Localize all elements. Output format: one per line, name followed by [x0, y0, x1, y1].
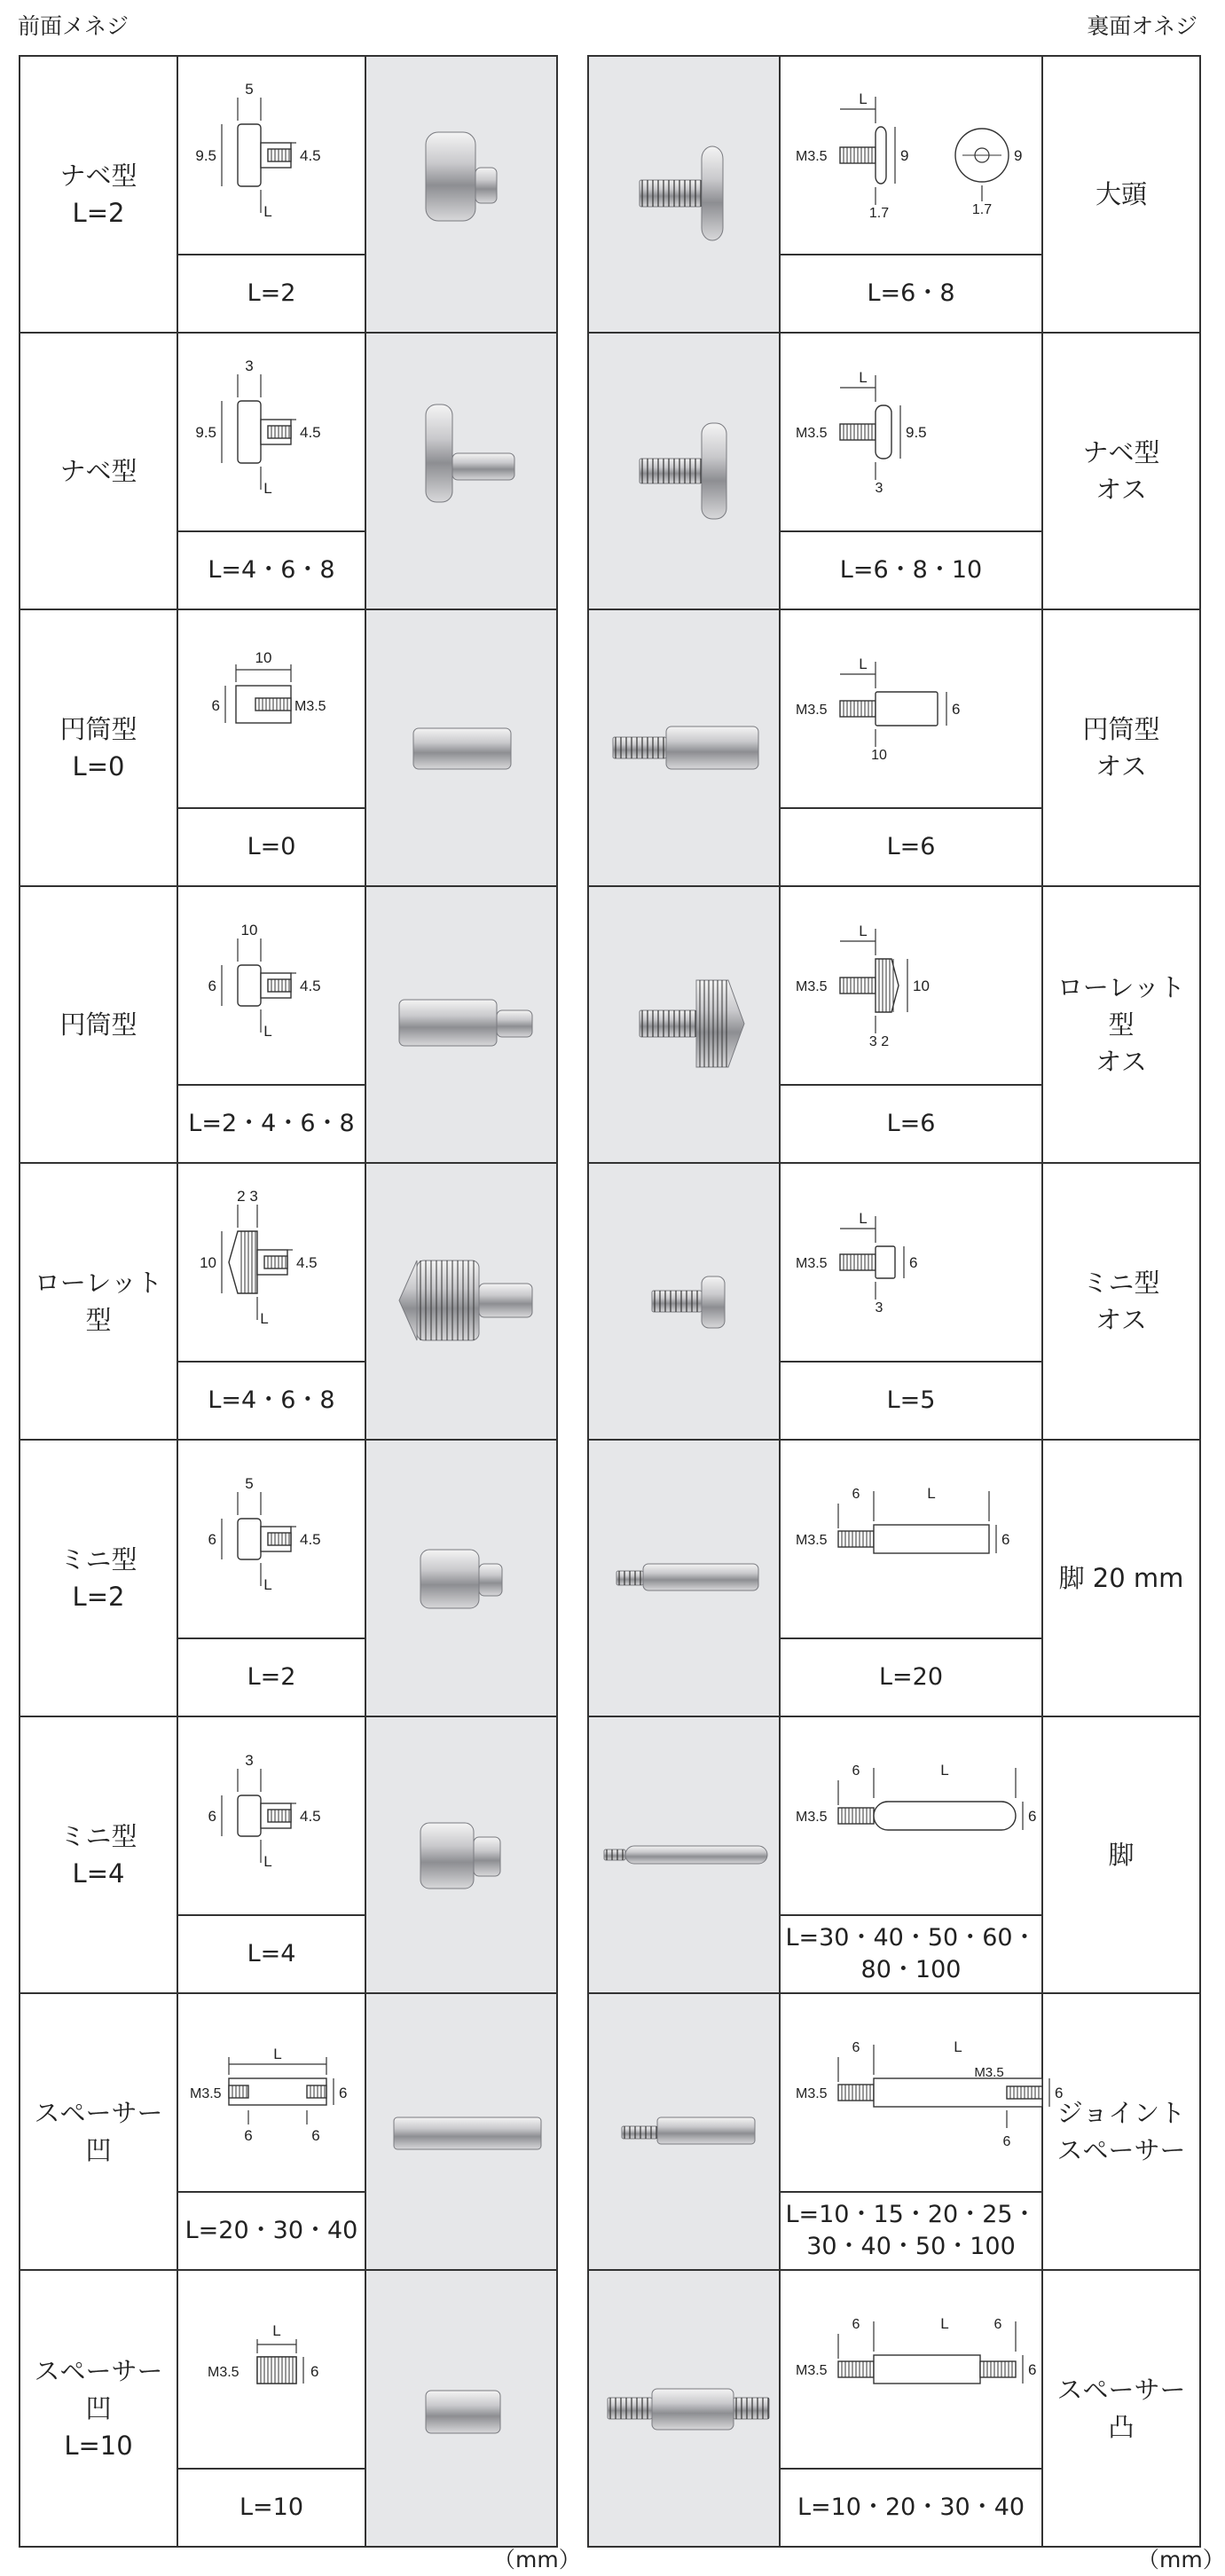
photo-cell: [588, 1163, 780, 1440]
dimension-cell: [177, 1716, 365, 1915]
dimension-drawing: [787, 1182, 1035, 1342]
dimension-label: 6: [339, 2085, 348, 2101]
dimension-drawing: [787, 629, 1035, 789]
screw-type-name: ナベ型: [20, 333, 177, 609]
photo-cell: [365, 1716, 557, 1993]
dimension-label: L: [859, 923, 868, 939]
dimension-label: 2 3: [237, 1188, 258, 1205]
dimension-label: 3: [245, 357, 254, 374]
product-photo: [595, 641, 773, 854]
dimension-label: L: [859, 1210, 868, 1227]
product-photo: [373, 918, 550, 1131]
dimension-label: 6: [244, 2127, 253, 2144]
dimension-label: L: [927, 1485, 936, 1502]
screw-type-name: 脚 20 mm: [1042, 1440, 1200, 1716]
dimension-label: L: [263, 480, 272, 497]
table-row: [588, 1993, 1200, 2192]
length-cell: L=10: [177, 2469, 365, 2547]
dimension-label: 1.7: [971, 202, 993, 217]
photo-cell: [365, 609, 557, 886]
photo-cell: [588, 609, 780, 886]
dimension-cell: [780, 1163, 1042, 1362]
dimension-label: M3.5: [796, 1810, 828, 1825]
dimension-drawing: [787, 75, 1035, 235]
photo-cell: [588, 56, 780, 333]
screw-type-name: スペーサー 凹: [20, 1993, 177, 2270]
dimension-label: 9.5: [195, 424, 216, 441]
table-row: [20, 1716, 557, 1915]
dimension-drawing: [183, 1182, 360, 1342]
dimension-drawing: [183, 1459, 360, 1619]
dimension-label: 6: [852, 2040, 860, 2055]
product-photo: [373, 1195, 550, 1408]
dimension-label: 10: [255, 649, 272, 666]
dimension-cell: [780, 2270, 1042, 2469]
dimension-label: M3.5: [974, 2065, 1004, 2080]
photo-cell: [588, 333, 780, 609]
dimension-label: L: [263, 1576, 272, 1593]
dimension-drawing: [183, 1736, 360, 1896]
dimension-label: 10: [200, 1254, 216, 1271]
length-cell: L=10・15・20・25・ 30・40・50・100: [780, 2192, 1042, 2270]
dimension-label: 6: [952, 701, 961, 718]
dimension-label: L: [859, 90, 868, 107]
screw-type-name: ローレット 型 オス: [1042, 886, 1200, 1163]
dimension-label: 9: [900, 147, 909, 164]
length-cell: L=4・6・8: [177, 531, 365, 609]
screw-type-name: ミニ型 L=2: [20, 1440, 177, 1716]
dimension-label: 4.5: [300, 147, 321, 164]
dimension-label: M3.5: [190, 2086, 222, 2101]
screw-type-name: ナベ型 オス: [1042, 333, 1200, 609]
length-cell: L=10・20・30・40: [780, 2469, 1042, 2547]
dimension-drawing: [183, 629, 360, 789]
photo-cell: [365, 1163, 557, 1440]
dimension-cell: [780, 1716, 1042, 1915]
length-cell: L=4: [177, 1915, 365, 1993]
dimension-label: 6: [993, 2317, 1002, 2332]
dimension-label: 1.7: [868, 206, 890, 221]
dimension-label: 9.5: [195, 147, 216, 164]
photo-cell: [588, 1716, 780, 1993]
dimension-cell: [177, 2270, 365, 2469]
dimension-label: L: [272, 2322, 281, 2339]
dimension-label: 6: [1028, 2361, 1037, 2378]
dimension-label: L: [263, 1023, 272, 1040]
dimension-label: 6: [208, 1808, 216, 1825]
length-cell: L=20: [780, 1638, 1042, 1716]
dimension-label: M3.5: [796, 149, 828, 164]
table-row: [20, 1993, 557, 2192]
dimension-drawing: [787, 352, 1035, 512]
dimension-label: M3.5: [796, 426, 828, 441]
photo-cell: [365, 1993, 557, 2270]
product-photo: [595, 1195, 773, 1408]
unit-label-right: （mm）: [1137, 2547, 1225, 2572]
photo-cell: [588, 886, 780, 1163]
dimension-label: 6: [909, 1254, 918, 1271]
screw-type-name: 円筒型: [20, 886, 177, 1163]
photo-cell: [588, 2270, 780, 2547]
dimension-label: 10: [871, 748, 887, 763]
product-photo: [595, 2302, 773, 2515]
dimension-label: 6: [310, 2363, 319, 2380]
dimension-label: 4.5: [296, 1254, 318, 1271]
dimension-cell: [177, 1993, 365, 2192]
back-male-thread-heading: 裏面オネジ: [1087, 13, 1198, 39]
dimension-cell: [780, 1993, 1064, 2192]
dimension-label: M3.5: [294, 699, 326, 714]
dimension-label: 6: [208, 978, 216, 994]
dimension-cell: [780, 609, 1042, 808]
dimension-cell: [780, 333, 1042, 531]
table-row: [20, 609, 557, 808]
product-photo: [373, 365, 550, 577]
dimension-label: 9.5: [906, 424, 927, 441]
length-cell: L=0: [177, 808, 365, 886]
dimension-drawing: [787, 2289, 1035, 2449]
dimension-label: 6: [1001, 1531, 1010, 1548]
front-screw-table: [19, 55, 558, 2548]
screw-type-name: 円筒型 L=0: [20, 609, 177, 886]
dimension-drawing: [183, 906, 360, 1065]
table-row: [588, 1440, 1200, 1638]
dimension-drawing: [787, 906, 1035, 1065]
dimension-label: 4.5: [300, 424, 321, 441]
length-cell: L=6・8・10: [780, 531, 1042, 609]
dimension-drawing: [787, 1736, 1035, 1896]
dimension-label: 6: [208, 1531, 216, 1548]
dimension-label: L: [954, 2038, 962, 2055]
dimension-label: M3.5: [208, 2365, 240, 2380]
dimension-label: M3.5: [796, 1533, 828, 1548]
dimension-label: 6: [852, 1487, 860, 1502]
dimension-label: 5: [245, 1475, 254, 1492]
dimension-label: L: [263, 203, 272, 220]
dimension-label: 6: [1002, 2134, 1011, 2149]
dimension-label: 5: [245, 81, 254, 98]
dimension-label: L: [263, 1853, 272, 1870]
dimension-cell: [177, 886, 365, 1085]
length-cell: L=5: [780, 1362, 1042, 1440]
length-cell: L=6・8: [780, 255, 1042, 333]
photo-cell: [588, 1440, 780, 1716]
product-photo: [595, 88, 773, 301]
dimension-label: M3.5: [796, 2363, 828, 2378]
dimension-label: M3.5: [796, 1256, 828, 1271]
table-row: [588, 1716, 1200, 1915]
dimension-cell: [177, 1163, 365, 1362]
screw-type-name: スペーサー 凸: [1042, 2270, 1200, 2547]
photo-cell: [365, 1440, 557, 1716]
dimension-cell: [177, 333, 365, 531]
photo-cell: [365, 56, 557, 333]
product-photo: [373, 1472, 550, 1685]
dimension-drawing: [787, 2013, 1064, 2172]
dimension-label: 10: [240, 922, 258, 939]
photo-cell: [365, 2270, 557, 2547]
dimension-label: 4.5: [300, 1808, 321, 1825]
table-row: [20, 56, 557, 255]
table-row: [20, 1163, 557, 1362]
length-cell: L=20・30・40: [177, 2192, 365, 2270]
table-row: [20, 333, 557, 531]
dimension-label: L: [940, 2315, 949, 2332]
table-row: [20, 2270, 557, 2469]
dimension-label: L: [859, 369, 868, 386]
dimension-cell: [177, 56, 365, 255]
photo-cell: [365, 886, 557, 1163]
dimension-drawing: [183, 2013, 360, 2172]
dimension-label: L: [260, 1310, 269, 1327]
dimension-label: 3 2: [868, 1034, 890, 1049]
dimension-drawing: [787, 1459, 1035, 1619]
product-photo: [595, 1472, 773, 1685]
unit-label-left: （mm）: [493, 2547, 581, 2572]
dimension-label: 6: [852, 2317, 860, 2332]
photo-cell: [365, 333, 557, 609]
product-photo: [373, 88, 550, 301]
dimension-label: 6: [852, 1763, 860, 1779]
dimension-label: 6: [1055, 2085, 1064, 2101]
length-cell: L=6: [780, 1085, 1042, 1163]
dimension-cell: [780, 886, 1042, 1085]
screw-type-name: 大頭: [1042, 56, 1200, 333]
screw-type-name: 脚: [1042, 1716, 1200, 1993]
screw-type-name: 円筒型 オス: [1042, 609, 1200, 886]
product-photo: [373, 641, 550, 854]
length-cell: L=4・6・8: [177, 1362, 365, 1440]
length-cell: L=2: [177, 1638, 365, 1716]
table-row: [588, 609, 1200, 808]
screw-type-name: ナベ型 L=2: [20, 56, 177, 333]
product-photo: [595, 2025, 773, 2238]
table-row: [588, 2270, 1200, 2469]
dimension-label: 9: [1014, 147, 1023, 164]
front-female-thread-heading: 前面メネジ: [18, 13, 130, 39]
screw-type-name: ローレット 型: [20, 1163, 177, 1440]
photo-cell: [588, 1993, 780, 2270]
dimension-cell: [177, 1440, 365, 1638]
product-photo: [373, 2302, 550, 2515]
dimension-label: 6: [1028, 1808, 1037, 1825]
table-row: [20, 1440, 557, 1638]
dimension-label: 4.5: [300, 978, 321, 994]
screw-type-name: ミニ型 L=4: [20, 1716, 177, 1993]
product-photo: [373, 2025, 550, 2238]
table-row: [20, 886, 557, 1085]
dimension-drawing: [183, 2289, 360, 2449]
dimension-cell: [780, 1440, 1042, 1638]
product-photo: [595, 365, 773, 577]
dimension-label: 6: [311, 2127, 320, 2144]
table-row: [588, 886, 1200, 1085]
product-photo: [373, 1748, 550, 1961]
table-row: [588, 56, 1200, 255]
screw-type-name: ジョイント スペーサー: [1042, 1993, 1200, 2270]
screw-type-name: ミニ型 オス: [1042, 1163, 1200, 1440]
dimension-label: 10: [913, 978, 930, 994]
dimension-label: M3.5: [796, 703, 828, 718]
dimension-label: 3: [245, 1752, 254, 1769]
length-cell: L=6: [780, 808, 1042, 886]
product-photo: [595, 1748, 773, 1961]
length-cell: L=2・4・6・8: [177, 1085, 365, 1163]
dimension-label: 3: [875, 481, 883, 496]
table-row: [588, 1163, 1200, 1362]
dimension-cell: [780, 56, 1042, 255]
dimension-label: M3.5: [796, 979, 828, 994]
dimension-label: L: [273, 2046, 282, 2062]
length-cell: L=2: [177, 255, 365, 333]
dimension-drawing: [183, 75, 360, 235]
table-row: [588, 333, 1200, 531]
dimension-label: 6: [211, 697, 220, 714]
dimension-label: L: [859, 656, 868, 672]
dimension-label: 3: [875, 1300, 883, 1315]
length-cell: L=30・40・50・60・ 80・100: [780, 1915, 1042, 1993]
dimension-label: L: [940, 1762, 949, 1779]
dimension-label: M3.5: [796, 2086, 828, 2101]
dimension-cell: [177, 609, 365, 808]
screw-type-name: スペーサー 凹 L=10: [20, 2270, 177, 2547]
product-photo: [595, 918, 773, 1131]
back-screw-table: [587, 55, 1201, 2548]
dimension-label: 4.5: [300, 1531, 321, 1548]
dimension-drawing: [183, 352, 360, 512]
